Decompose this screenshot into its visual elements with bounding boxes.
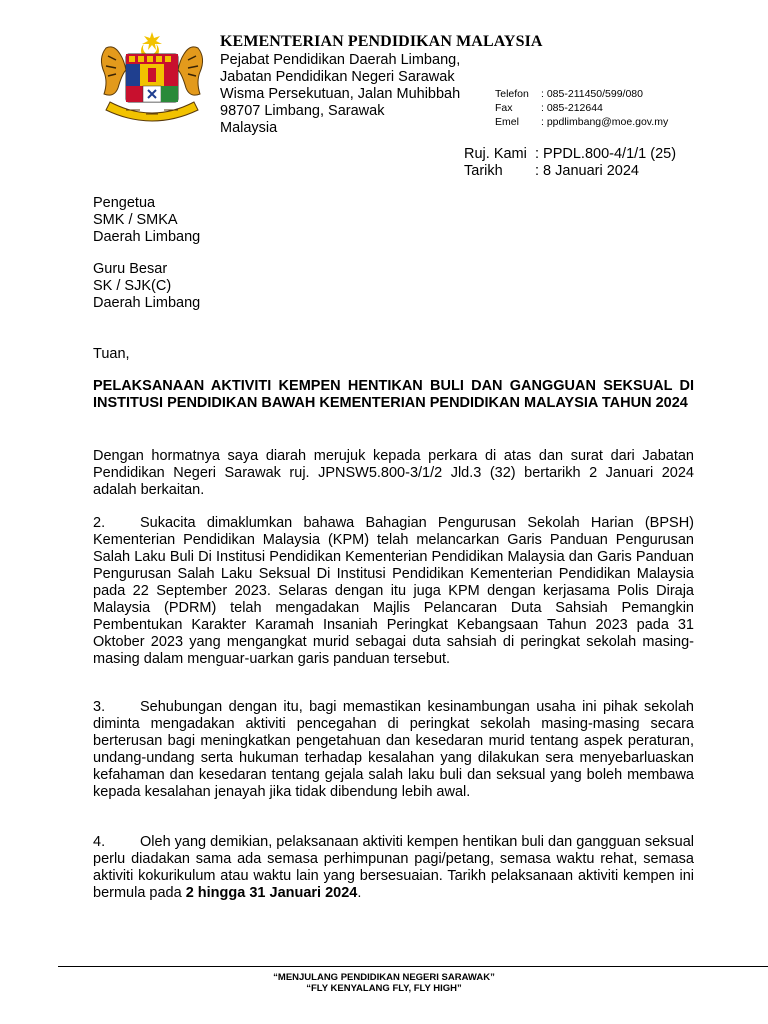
salutation: Tuan, bbox=[93, 346, 130, 362]
emel-value: : ppdlimbang@moe.gov.my bbox=[541, 116, 669, 128]
office-address bbox=[220, 52, 460, 137]
addressee-line: Pengetua bbox=[93, 195, 156, 211]
letter-subject: PELAKSANAAN AKTIVITI KEMPEN HENTIKAN BULI DAN GANGGUAN SEKSUAL DI INSTITUSI PENDIDIKAN BAWAH KEMENTERIAN PENDIDIKAN MALAYSIA TAHUN 2024 bbox=[93, 378, 694, 411]
reference-value: : PPDL.800-4/1/1 (25) bbox=[535, 146, 677, 162]
telefon-value: : 085-211450/599/080 bbox=[541, 88, 643, 100]
emel-row bbox=[495, 115, 668, 129]
footer-motto bbox=[0, 972, 768, 994]
fax-value: : 085-212644 bbox=[541, 102, 603, 114]
addressee-line: Daerah Limbang bbox=[93, 229, 201, 245]
motto-line: “FLY KENYALANG FLY, FLY HIGH” bbox=[306, 983, 462, 994]
address-line: Wisma Persekutuan, Jalan Muhibbah bbox=[220, 86, 461, 102]
addressee-headmaster bbox=[93, 261, 200, 312]
fax-row bbox=[495, 101, 668, 115]
malaysia-coat-of-arms-icon bbox=[96, 30, 208, 126]
paragraph-2 bbox=[93, 515, 694, 668]
paragraph-number: 3. bbox=[93, 699, 106, 715]
fax-label: Fax bbox=[495, 102, 513, 114]
paragraph-text: Sukacita dimaklumkan bahawa Bahagian Pengurusan Sekolah Harian (BPSH) Kementerian Pendidikan Malaysia (KPM) telah melancarkan Garis Panduan Pengurusan Salah Laku Buli Di Institusi Pendidikan Kementerian Pendidikan Malaysia dan Garis Panduan Pengurusan Salah Laku Seksual Di Institusi Pendidikan Kementerian Pendidikan Malaysia pada 22 September 2023. Selaras dengan itu juga KPM dengan kerjasama Polis Diraja Malaysia (PDRM) telah mengadakan Majlis Pelancaran Duta Sahsiah Pemangkin Pembentukan Karakter Karamah Insaniah Peringkat Kebangsaan Tahun 2023 pada 31 Oktober 2023 yang mengangkat murid sebagai duta sahsiah di peringkat sekolah masing-masing dalam menguar-uarkan garis panduan tersebut. bbox=[93, 515, 694, 667]
address-line: Jabatan Pendidikan Negeri Sarawak bbox=[220, 69, 455, 85]
reference-block bbox=[464, 146, 676, 180]
paragraph-1: Dengan hormatnya saya diarah merujuk kepada perkara di atas dan surat dari Jabatan Pendidikan Negeri Sarawak ruj. JPNSW5.800-3/1/2 Jld.3 (32) bertarikh 2 Januari 2024 adalah berkaitan. bbox=[93, 448, 694, 498]
paragraph-number: 2. bbox=[93, 515, 106, 531]
address-line: Pejabat Pendidikan Daerah Limbang, bbox=[220, 52, 461, 68]
paragraph-text: Oleh yang demikian, pelaksanaan aktiviti kempen hentikan buli dan gangguan seksual perlu diadakan sama ada semasa perhimpunan pagi/petang, semasa waktu rehat, semasa aktiviti kokurikulum atau waktu lain yang bersesuaian. Tarikh pelaksanaan aktiviti kempen ini bermula pada bbox=[93, 834, 694, 901]
telefon-row bbox=[495, 87, 668, 101]
address-line: Malaysia bbox=[220, 120, 278, 136]
coat-of-arms-logo bbox=[96, 30, 208, 126]
paragraph-3 bbox=[93, 699, 694, 801]
emel-label: Emel bbox=[495, 116, 519, 128]
addressee-line: Daerah Limbang bbox=[93, 295, 201, 311]
address-line: 98707 Limbang, Sarawak bbox=[220, 103, 385, 119]
addressee-line: SK / SJK(C) bbox=[93, 278, 172, 294]
contact-info bbox=[495, 87, 668, 129]
reference-label: Ruj. Kami bbox=[464, 146, 527, 162]
paragraph-4 bbox=[93, 834, 694, 902]
footer-divider bbox=[58, 966, 768, 967]
date-label: Tarikh bbox=[464, 163, 503, 179]
addressee-principal bbox=[93, 195, 200, 246]
date-value: : 8 Januari 2024 bbox=[535, 163, 639, 179]
motto-line: “MENJULANG PENDIDIKAN NEGERI SARAWAK” bbox=[273, 972, 495, 983]
addressee-line: SMK / SMKA bbox=[93, 212, 178, 228]
telefon-label: Telefon bbox=[495, 88, 529, 100]
addressee-line: Guru Besar bbox=[93, 261, 168, 277]
reference-row bbox=[464, 146, 676, 163]
ministry-name: KEMENTERIAN PENDIDIKAN MALAYSIA bbox=[220, 33, 543, 50]
paragraph-end: . bbox=[357, 885, 362, 901]
date-row bbox=[464, 163, 676, 180]
paragraph-number: 4. bbox=[93, 834, 106, 850]
campaign-date-range: 2 hingga 31 Januari 2024 bbox=[185, 885, 358, 901]
paragraph-text: Sehubungan dengan itu, bagi memastikan kesinambungan usaha ini pihak sekolah diminta mengadakan aktiviti pencegahan di peringkat sekolah masing-masing secara berterusan bagi meningkatkan pengetahuan dan kesedaran murid tentang aspek peraturan, undang-undang serta hukuman terhadap kesalahan yang dilakukan sera menyebarluaskan kefahaman dan kesedaran tentang gejala salah laku buli dan seksual yang boleh membawa kepada kesalahan jenayah jika tidak dibendung lebih awal. bbox=[93, 699, 694, 800]
